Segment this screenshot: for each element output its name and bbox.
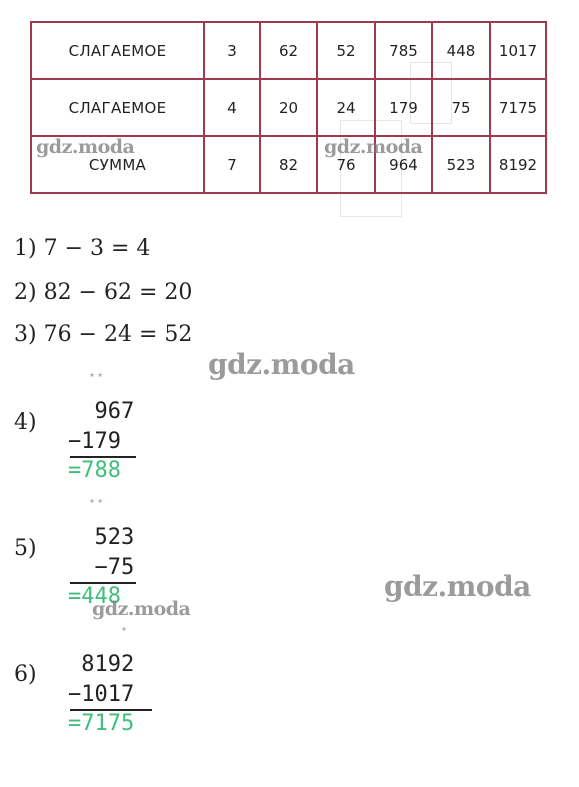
- table-cell: 785: [375, 22, 432, 79]
- difference: =788: [68, 458, 121, 483]
- subtrahend: −75: [68, 555, 135, 580]
- equation-line: 3) 76 − 24 = 52: [14, 322, 193, 347]
- table-cell: 8192: [490, 136, 546, 193]
- star-mark: ⋆⋆: [88, 368, 105, 383]
- minuend: 523: [68, 525, 135, 550]
- minuend: 967: [68, 399, 135, 424]
- table-cell: 7: [204, 136, 260, 193]
- watermark-text: gdz.moda: [384, 570, 531, 603]
- table-cell: 82: [260, 136, 317, 193]
- watermark-text: gdz.moda: [208, 348, 355, 381]
- difference: =448: [68, 584, 121, 609]
- watermark-text: gdz.moda: [92, 598, 191, 620]
- table-cell: 52: [317, 22, 375, 79]
- table-cell: 3: [204, 22, 260, 79]
- table-cell: 448: [432, 22, 490, 79]
- star-mark: ⋆: [120, 622, 129, 637]
- row-label: СУММА: [31, 136, 204, 193]
- table-cell: 523: [432, 136, 490, 193]
- table-cell: 62: [260, 22, 317, 79]
- table-row: [31, 79, 546, 136]
- table-cell: 75: [432, 79, 490, 136]
- table-cell: 7175: [490, 79, 546, 136]
- table-cell: 1017: [490, 22, 546, 79]
- table-cell: 24: [317, 79, 375, 136]
- minuend: 8192: [68, 652, 135, 677]
- star-mark: ⋆⋆: [88, 494, 105, 509]
- subtrahend: −179: [68, 429, 121, 454]
- watermark-text: gdz.moda: [36, 136, 135, 158]
- equation-line: 1) 7 − 3 = 4: [14, 236, 151, 261]
- table-cell: 179: [375, 79, 432, 136]
- problem-number: 5): [14, 536, 37, 561]
- subtrahend: −1017: [68, 682, 135, 707]
- difference: =7175: [68, 711, 135, 736]
- equation-line: 2) 82 − 62 = 20: [14, 280, 193, 305]
- row-label: СЛАГАЕМОЕ: [31, 79, 204, 136]
- table-cell: 964: [375, 136, 432, 193]
- row-label: СЛАГАЕМОЕ: [31, 22, 204, 79]
- table-cell: 76: [317, 136, 375, 193]
- addends-table: [30, 21, 547, 194]
- table-cell: 20: [260, 79, 317, 136]
- problem-number: 6): [14, 662, 37, 687]
- table-cell: 4: [204, 79, 260, 136]
- problem-number: 4): [14, 410, 37, 435]
- watermark-text: gdz.moda: [324, 136, 423, 158]
- table-row: [31, 22, 546, 79]
